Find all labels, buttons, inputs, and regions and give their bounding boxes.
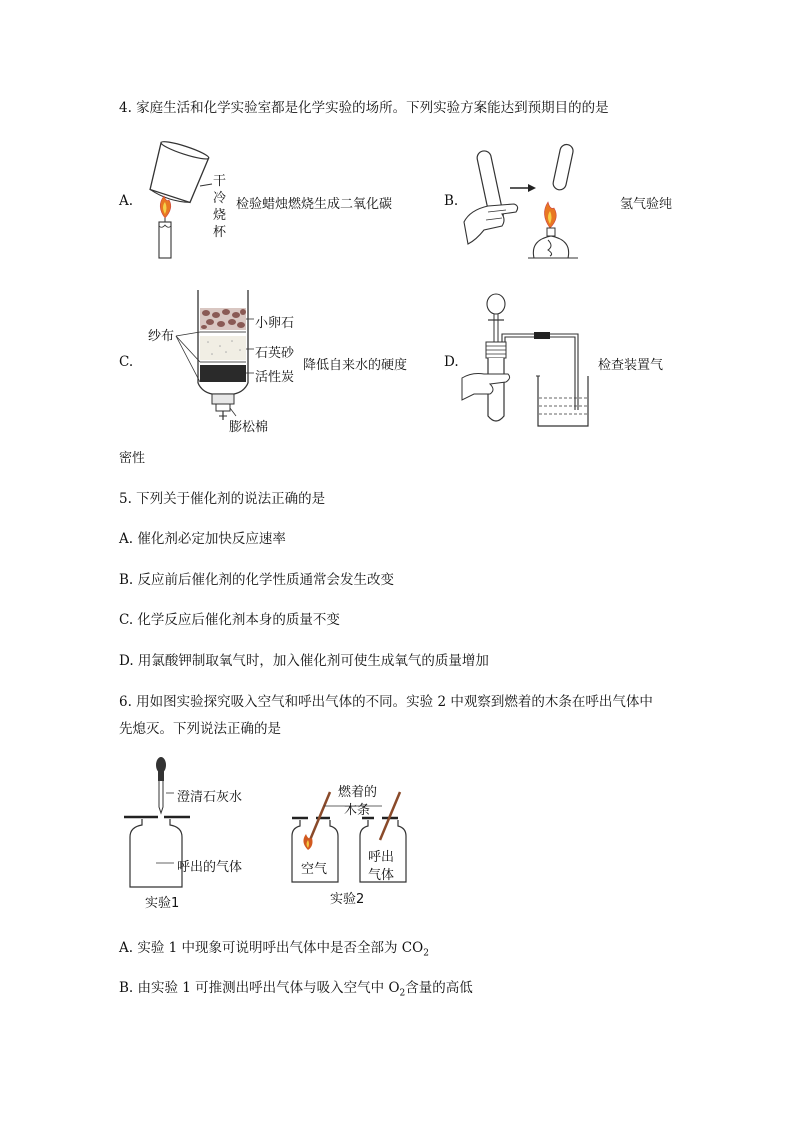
exhaled-label-2: 气体 [368,868,395,883]
q4-option-c-text: 降低自来水的硬度 [303,358,408,373]
label-char: 杯 [213,225,227,240]
q6-option-b [119,976,473,999]
label-char: 冷 [213,191,227,206]
q4-option-a-letter: A. [119,193,134,209]
subscript: 2 [423,948,429,959]
q5-option-b: B. 反应前后催化剂的化学性质通常会发生改变 [119,572,395,588]
q4-option-d-text: 检查装置气 [598,358,664,373]
q6-option-b-text: B. 由实验 1 可推测出呼出气体与吸入空气中 O [119,980,400,996]
airtightness-figure [460,290,595,430]
q4-option-b-text: 氢气验纯 [620,197,673,212]
exhaled-label-1: 呼出 [368,850,395,865]
hydrogen-test-figure [462,140,612,265]
q6-option-a-text: A. 实验 1 中现象可说明呼出气体中是否全部为 CO [119,940,424,956]
subscript: 2 [399,988,406,999]
cotton-label: 膨松棉 [229,420,269,435]
gauze-label: 纱布 [148,329,175,344]
q4-option-d-text-cont: 密性 [119,451,146,466]
burning-stick-label-1: 燃着的 [338,785,378,800]
q4-stem: 4. 家庭生活和化学实验室都是化学实验的场所。下列实验方案能达到预期目的的是 [119,100,609,116]
label-char: 烧 [213,208,227,223]
q5-option-a: A. 催化剂必定加快反应速率 [119,531,286,547]
exhaled-gas-label: 呼出的气体 [177,860,243,875]
air-label: 空气 [301,862,328,877]
q4-option-d-letter: D. [444,354,459,370]
dry-cold-beaker-label [213,173,226,241]
q6-stem-line2: 先熄灭。下列说法正确的是 [119,721,281,737]
q6-option-b-text-end: 含量的高低 [405,980,473,996]
burning-stick-label-2: 木条 [344,803,371,818]
q5-stem: 5. 下列关于催化剂的说法正确的是 [119,491,326,507]
q6-option-a [119,936,429,959]
experiment-2-caption: 实验2 [330,892,365,907]
label-char: 干 [213,174,227,189]
q6-stem-line1: 6. 用如图实验探究吸入空气和呼出气体的不同。实验 2 中观察到燃着的木条在呼出气体中 [119,694,653,710]
q4-option-c-letter: C. [119,354,134,370]
q5-option-c: C. 化学反应后催化剂本身的质量不变 [119,612,340,628]
experiment-1-caption: 实验1 [145,896,180,911]
sand-label: 石英砂 [255,346,295,361]
q4-option-a-text: 检验蜡烛燃烧生成二氧化碳 [236,197,393,212]
carbon-label: 活性炭 [255,370,295,385]
q5-option-d: D. 用氯酸钾制取氧气时，加入催化剂可使生成氧气的质量增加 [119,653,489,669]
pebble-label: 小卵石 [255,316,295,331]
q4-option-b-letter: B. [444,193,459,209]
limewater-label: 澄清石灰水 [177,790,243,805]
